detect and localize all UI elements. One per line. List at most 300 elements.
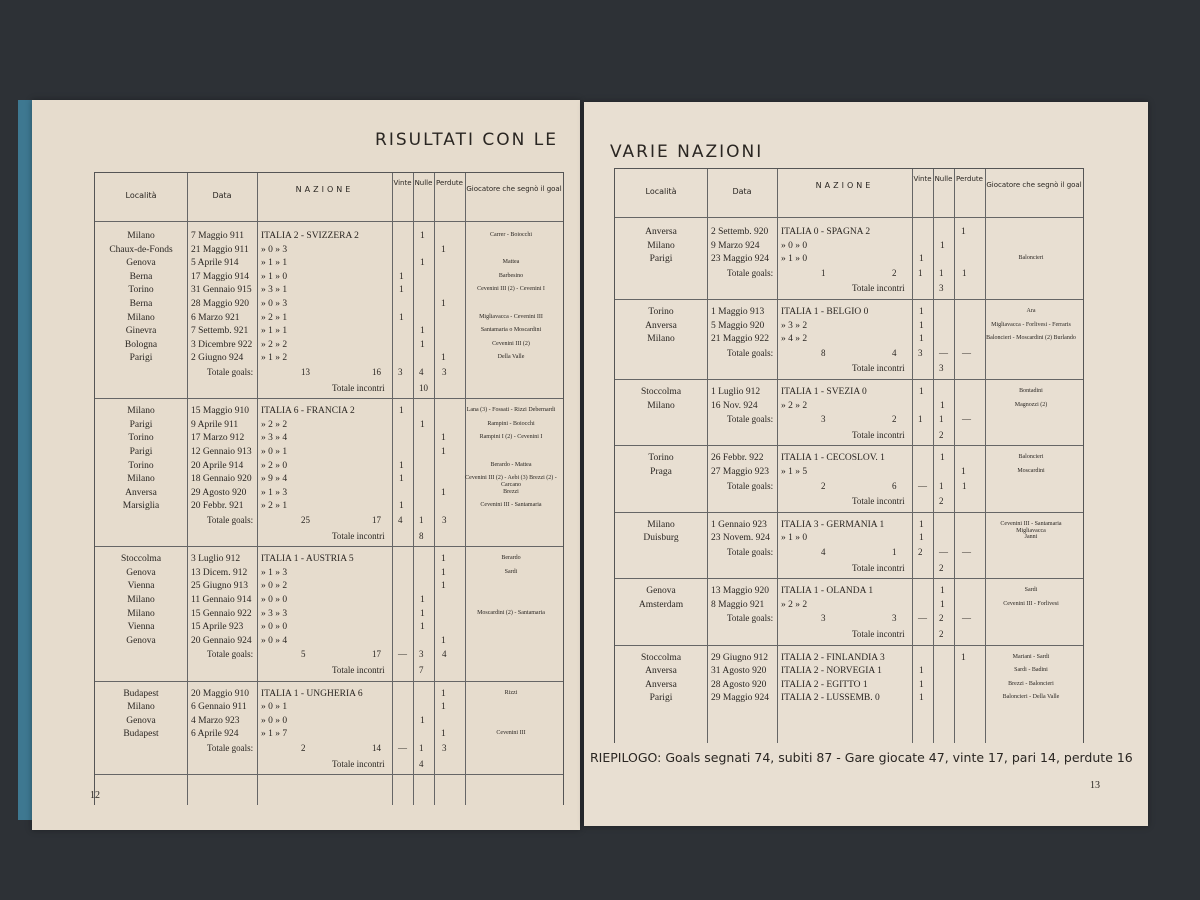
match-n: 1 bbox=[940, 240, 945, 251]
match-date: 27 Maggio 923 bbox=[711, 467, 770, 477]
block-divider bbox=[95, 774, 563, 775]
totale-vinte: — bbox=[398, 649, 407, 660]
match-v: 1 bbox=[399, 460, 404, 471]
header-divider bbox=[615, 217, 1083, 218]
match-date: 21 Maggio 911 bbox=[191, 244, 249, 255]
match-date: 12 Gennaio 913 bbox=[191, 447, 252, 457]
match-v: 1 bbox=[399, 271, 404, 282]
match-scorers: Della Valle bbox=[497, 354, 525, 361]
match-v: 1 bbox=[919, 320, 924, 331]
match-date: 20 Febbr. 921 bbox=[191, 501, 244, 512]
match-location: Genova bbox=[126, 635, 156, 646]
match-location: Parigi bbox=[129, 447, 153, 457]
match-score: » 0 » 2 bbox=[261, 581, 288, 592]
match-n: 1 bbox=[420, 419, 425, 430]
match-scorers: Baloncieri bbox=[1018, 255, 1044, 262]
match-score: » 3 » 1 bbox=[261, 285, 288, 296]
match-location: Vienna bbox=[127, 622, 155, 633]
match-scorers: Brezzi - Baloncieri bbox=[1008, 680, 1054, 687]
totale-goals-label: Totale goals: bbox=[207, 515, 254, 525]
match-v: 1 bbox=[399, 501, 404, 512]
totale-goals-against: 2 bbox=[892, 414, 897, 425]
match-n: 1 bbox=[420, 231, 425, 241]
totale-incontri-value: 8 bbox=[419, 530, 424, 541]
column-divider bbox=[912, 169, 913, 743]
match-date: 31 Agosto 920 bbox=[711, 666, 767, 677]
match-score: » 1 » 2 bbox=[261, 353, 288, 364]
match-date: 11 Gennaio 914 bbox=[191, 595, 252, 605]
totale-perdute: 1 bbox=[962, 267, 967, 278]
header-data: Data bbox=[212, 191, 232, 200]
match-p: 1 bbox=[441, 487, 446, 498]
match-location: Parigi bbox=[129, 353, 153, 364]
match-date: 9 Marzo 924 bbox=[711, 240, 760, 251]
match-date: 7 Settemb. 921 bbox=[191, 326, 249, 337]
match-score: » 2 » 1 bbox=[261, 312, 288, 323]
match-score: ITALIA 1 - SVEZIA 0 bbox=[781, 387, 867, 397]
match-location: Parigi bbox=[649, 693, 673, 704]
match-score: » 0 » 0 bbox=[781, 240, 808, 251]
match-scorers: Mariani - Sardi bbox=[1012, 653, 1050, 660]
match-p: 1 bbox=[441, 299, 446, 309]
match-location: Chaux-de-Fonds bbox=[109, 244, 173, 255]
match-location: Anversa bbox=[645, 679, 677, 690]
match-date: 5 Maggio 920 bbox=[711, 320, 765, 331]
totale-perdute: 3 bbox=[442, 367, 447, 377]
match-location: Vienna bbox=[127, 581, 155, 592]
match-date: 28 Maggio 920 bbox=[191, 299, 250, 309]
match-scorers: Migliavacca - Cevenini III bbox=[479, 313, 543, 320]
match-scorers: Moscardini bbox=[1017, 468, 1045, 474]
totale-nulle: — bbox=[939, 547, 948, 557]
totale-goals-label: Totale goals: bbox=[727, 613, 774, 624]
match-date: 29 Agosto 920 bbox=[191, 487, 247, 498]
totale-perdute: 3 bbox=[442, 515, 447, 525]
totale-goals-for: 13 bbox=[301, 367, 310, 377]
column-divider bbox=[954, 169, 955, 743]
header-divider bbox=[95, 221, 563, 222]
match-score: » 1 » 0 bbox=[781, 533, 808, 544]
match-date: 5 Aprile 914 bbox=[191, 258, 239, 269]
match-p: 1 bbox=[441, 581, 446, 592]
match-location: Milano bbox=[127, 312, 155, 323]
match-scorers: Berardo - Mattea bbox=[490, 461, 532, 468]
match-location: Milano bbox=[647, 240, 675, 251]
match-scorers: Mattea bbox=[502, 259, 520, 266]
match-v: 1 bbox=[919, 254, 924, 265]
column-divider bbox=[392, 173, 393, 805]
match-location: Bologna bbox=[124, 339, 158, 350]
match-score: » 0 » 0 bbox=[261, 595, 288, 605]
match-location: Stoccolma bbox=[640, 652, 682, 663]
totale-goals-against: 17 bbox=[372, 649, 381, 660]
match-scorers: Bontadini bbox=[1019, 388, 1043, 394]
block-divider bbox=[95, 681, 563, 682]
block-divider bbox=[615, 379, 1083, 380]
match-n: 1 bbox=[940, 586, 945, 597]
totale-goals-against: 16 bbox=[372, 367, 381, 377]
match-v: 1 bbox=[399, 406, 404, 417]
totale-goals-for: 1 bbox=[821, 267, 826, 278]
match-v: 1 bbox=[399, 285, 404, 296]
match-n: 1 bbox=[420, 622, 425, 633]
match-scorers: Rizzi bbox=[504, 689, 518, 696]
match-date: 20 Aprile 914 bbox=[191, 460, 244, 471]
match-scorers: Cevenini III bbox=[496, 730, 526, 737]
header-data: Data bbox=[732, 187, 752, 196]
match-p: 1 bbox=[441, 567, 446, 578]
match-score: » 0 » 1 bbox=[261, 447, 288, 457]
match-location: Stoccolma bbox=[120, 554, 162, 565]
totale-goals-label: Totale goals: bbox=[727, 267, 774, 278]
left-page bbox=[32, 100, 580, 830]
page-title-right: VARIE NAZIONI bbox=[610, 142, 764, 162]
match-location: Duisburg bbox=[643, 533, 679, 544]
match-p: 1 bbox=[961, 467, 966, 477]
block-divider bbox=[95, 546, 563, 547]
match-n: 1 bbox=[940, 599, 945, 610]
match-n: 1 bbox=[420, 608, 425, 619]
match-scorers: Sardi bbox=[504, 568, 518, 575]
match-v: 1 bbox=[919, 519, 924, 530]
column-divider bbox=[933, 169, 934, 743]
match-scorers: Janni bbox=[1024, 534, 1038, 541]
match-date: 2 Giugno 924 bbox=[191, 353, 244, 364]
totale-goals-against: 1 bbox=[892, 547, 897, 557]
match-date: 28 Agosto 920 bbox=[711, 679, 767, 690]
match-p: 1 bbox=[961, 227, 966, 237]
match-date: 21 Maggio 922 bbox=[711, 334, 770, 345]
match-scorers: Migliavacca - Forlivesi - Ferraris bbox=[991, 321, 1071, 328]
match-location: Budapest bbox=[123, 688, 159, 699]
match-location: Budapest bbox=[123, 729, 159, 740]
match-v: 1 bbox=[399, 474, 404, 485]
totale-goals-against: 14 bbox=[372, 743, 381, 753]
totale-vinte: 1 bbox=[918, 414, 923, 425]
match-score: » 1 » 1 bbox=[261, 326, 288, 337]
match-v: 1 bbox=[919, 387, 924, 397]
match-date: 18 Gennaio 920 bbox=[191, 474, 252, 485]
totale-goals-for: 3 bbox=[821, 414, 826, 425]
match-score: ITALIA 2 - EGITTO 1 bbox=[781, 679, 868, 690]
match-location: Milano bbox=[127, 474, 155, 485]
totale-incontri-label: Totale incontri bbox=[332, 758, 385, 769]
match-location: Genova bbox=[646, 586, 676, 597]
totale-goals-against: 3 bbox=[892, 613, 897, 624]
match-p: 1 bbox=[441, 353, 446, 364]
match-location: Anversa bbox=[645, 320, 677, 331]
totale-goals-for: 8 bbox=[821, 347, 826, 358]
match-date: 9 Aprile 911 bbox=[191, 419, 239, 430]
match-date: 6 Gennaio 911 bbox=[191, 702, 247, 713]
match-scorers: Cevenini III - Forlivesi bbox=[1003, 600, 1059, 607]
totale-incontri-value: 2 bbox=[939, 429, 944, 440]
match-date: 23 Maggio 924 bbox=[711, 254, 770, 265]
header-nulle: Nulle bbox=[414, 179, 433, 187]
match-score: » 1 » 3 bbox=[261, 567, 288, 578]
totale-nulle: 1 bbox=[419, 515, 424, 525]
match-v: 1 bbox=[919, 307, 924, 317]
totale-nulle: 3 bbox=[419, 649, 424, 660]
match-location: Parigi bbox=[129, 419, 153, 430]
match-location: Stoccolma bbox=[640, 387, 682, 397]
match-scorers: Magnozzi (2) bbox=[1014, 401, 1048, 408]
totale-incontri-label: Totale incontri bbox=[332, 665, 385, 675]
match-scorers: Rampini I (2) - Cevenini I bbox=[479, 434, 543, 441]
match-score: » 0 » 3 bbox=[261, 244, 288, 255]
header-giocatore: Giocatore che segnò il goal bbox=[466, 185, 562, 193]
block-divider bbox=[615, 578, 1083, 579]
header-nulle: Nulle bbox=[934, 175, 953, 183]
totale-goals-against: 17 bbox=[372, 515, 381, 525]
match-scorers: Ara bbox=[1026, 308, 1036, 314]
match-n: 1 bbox=[940, 400, 945, 411]
match-score: » 2 » 1 bbox=[261, 501, 288, 512]
header-nazione: NAZIONE bbox=[815, 181, 874, 190]
match-v: 1 bbox=[919, 693, 924, 704]
totale-goals-for: 4 bbox=[821, 547, 826, 557]
match-date: 1 Luglio 912 bbox=[711, 387, 761, 397]
totale-incontri-label: Totale incontri bbox=[852, 363, 905, 374]
match-v: 1 bbox=[919, 334, 924, 345]
totale-incontri-label: Totale incontri bbox=[332, 382, 385, 393]
match-p: 1 bbox=[441, 729, 446, 740]
totale-incontri-value: 4 bbox=[419, 758, 424, 769]
match-score: ITALIA 1 - BELGIO 0 bbox=[781, 307, 869, 317]
match-scorers: Cevenini III - Santamaria Migliavacca bbox=[1000, 520, 1062, 534]
match-date: 8 Maggio 921 bbox=[711, 599, 765, 610]
totale-vinte: 3 bbox=[918, 347, 923, 358]
totale-nulle: 2 bbox=[939, 613, 944, 624]
match-location: Ginevra bbox=[125, 326, 157, 337]
match-date: 3 Dicembre 922 bbox=[191, 339, 253, 350]
match-score: ITALIA 1 - OLANDA 1 bbox=[781, 586, 874, 597]
match-scorers: Cevenini III (2) - Cevenini I bbox=[477, 286, 545, 293]
match-score: » 2 » 2 bbox=[261, 339, 288, 350]
match-scorers: Moscardini (2) - Santamaria bbox=[477, 609, 545, 616]
match-score: » 1 » 7 bbox=[261, 729, 288, 740]
match-scorers: Berardo bbox=[501, 555, 521, 562]
match-p: 1 bbox=[961, 652, 966, 663]
totale-vinte: — bbox=[398, 743, 407, 753]
totale-perdute: — bbox=[962, 547, 971, 557]
match-date: 6 Marzo 921 bbox=[191, 312, 240, 323]
totale-incontri-label: Totale incontri bbox=[852, 283, 905, 294]
match-score: ITALIA 2 - LUSSEMB. 0 bbox=[781, 693, 880, 704]
header-perdute: Perdute bbox=[436, 179, 463, 187]
match-score: » 1 » 3 bbox=[261, 487, 288, 498]
page-number-right: 13 bbox=[1090, 780, 1100, 791]
match-date: 23 Novem. 924 bbox=[711, 533, 770, 544]
block-divider bbox=[615, 645, 1083, 646]
match-date: 7 Maggio 911 bbox=[191, 231, 244, 241]
match-date: 29 Maggio 924 bbox=[711, 693, 770, 704]
match-date: 17 Marzo 912 bbox=[191, 433, 245, 444]
totale-goals-label: Totale goals: bbox=[727, 480, 774, 491]
block-divider bbox=[615, 445, 1083, 446]
match-score: » 3 » 3 bbox=[261, 608, 288, 619]
totale-goals-against: 2 bbox=[892, 267, 897, 278]
match-date: 16 Nov. 924 bbox=[711, 400, 758, 411]
totale-incontri-label: Totale incontri bbox=[852, 629, 905, 639]
page-number-left: 12 bbox=[90, 790, 100, 801]
match-score: » 1 » 0 bbox=[781, 254, 808, 265]
header-perdute: Perdute bbox=[956, 175, 983, 183]
match-score: ITALIA 3 - GERMANIA 1 bbox=[781, 519, 885, 530]
match-scorers: Baloncieri - Moscardini (2) Burlando bbox=[986, 335, 1076, 342]
match-p: 1 bbox=[441, 635, 446, 646]
totale-goals-label: Totale goals: bbox=[727, 547, 774, 557]
totale-goals-for: 25 bbox=[301, 515, 310, 525]
match-scorers: Sardi - Badini bbox=[1014, 667, 1048, 674]
match-score: » 3 » 4 bbox=[261, 433, 288, 444]
match-score: » 2 » 0 bbox=[261, 460, 288, 471]
totale-incontri-value: 2 bbox=[939, 629, 944, 639]
match-n: 1 bbox=[940, 453, 945, 464]
match-p: 1 bbox=[441, 554, 446, 565]
totale-incontri-value: 3 bbox=[939, 283, 944, 294]
match-location: Anversa bbox=[125, 487, 157, 498]
match-location: Torino bbox=[648, 453, 674, 464]
match-scorers: Carrer - Boiocchi bbox=[490, 232, 532, 238]
match-location: Milano bbox=[647, 400, 675, 411]
match-scorers: Cevenini III (2) - Aebi (3) Brezzi (2) - Carcano bbox=[465, 475, 557, 489]
totale-nulle: 1 bbox=[419, 743, 424, 753]
match-v: 1 bbox=[919, 666, 924, 677]
match-date: 6 Aprile 924 bbox=[191, 729, 239, 740]
match-date: 29 Giugno 912 bbox=[711, 652, 768, 663]
match-score: » 0 » 3 bbox=[261, 299, 288, 309]
match-score: » 9 » 4 bbox=[261, 474, 288, 485]
totale-goals-for: 2 bbox=[821, 480, 826, 491]
match-n: 1 bbox=[420, 595, 425, 605]
match-location: Genova bbox=[126, 567, 156, 578]
match-score: ITALIA 0 - SPAGNA 2 bbox=[781, 227, 871, 237]
match-date: 13 Maggio 920 bbox=[711, 586, 770, 597]
block-divider bbox=[615, 299, 1083, 300]
totale-perdute: — bbox=[962, 414, 971, 425]
totale-incontri-label: Totale incontri bbox=[852, 562, 905, 573]
match-date: 15 Gennaio 922 bbox=[191, 608, 252, 619]
right-page bbox=[584, 102, 1148, 826]
match-score: » 0 » 0 bbox=[261, 715, 288, 726]
match-score: » 1 » 1 bbox=[261, 258, 288, 269]
match-location: Parigi bbox=[649, 254, 673, 265]
column-divider bbox=[413, 173, 414, 805]
column-divider bbox=[707, 169, 708, 743]
totale-goals-for: 3 bbox=[821, 613, 826, 624]
header-localita: Località bbox=[125, 191, 157, 200]
match-score: » 0 » 1 bbox=[261, 702, 288, 713]
match-location: Genova bbox=[126, 715, 156, 726]
match-v: 1 bbox=[919, 533, 924, 544]
totale-goals-against: 6 bbox=[892, 480, 897, 491]
match-location: Torino bbox=[128, 285, 154, 296]
match-location: Berna bbox=[129, 299, 153, 309]
match-location: Torino bbox=[128, 433, 154, 444]
match-location: Anversa bbox=[645, 666, 677, 677]
match-scorers: Rampini - Boiocchi bbox=[487, 420, 535, 427]
match-location: Milano bbox=[127, 608, 155, 619]
match-score: » 0 » 0 bbox=[261, 622, 288, 633]
match-scorers: Lana (3) - Fossati - Rizzi Debernardi bbox=[466, 407, 556, 414]
results-table-left bbox=[94, 172, 564, 805]
block-divider bbox=[95, 398, 563, 399]
match-v: 1 bbox=[919, 679, 924, 690]
match-location: Milano bbox=[127, 406, 155, 417]
block-divider bbox=[615, 512, 1083, 513]
header-vinte: Vinte bbox=[913, 175, 932, 183]
totale-goals-label: Totale goals: bbox=[727, 414, 774, 425]
totale-goals-for: 5 bbox=[301, 649, 306, 660]
match-score: ITALIA 1 - CECOSLOV. 1 bbox=[781, 453, 885, 464]
match-scorers: Sardi bbox=[1024, 587, 1038, 594]
match-score: » 3 » 2 bbox=[781, 320, 808, 331]
match-score: » 2 » 2 bbox=[781, 400, 808, 411]
summary-line: RIEPILOGO: Goals segnati 74, subiti 87 - Gare giocate 47, vinte 17, pari 14, perdute 16 bbox=[590, 750, 1133, 765]
match-date: 1 Maggio 913 bbox=[711, 307, 765, 317]
match-score: ITALIA 2 - SVIZZERA 2 bbox=[261, 231, 359, 241]
totale-incontri-value: 7 bbox=[419, 665, 424, 675]
match-n: 1 bbox=[420, 326, 425, 337]
page-title-left: RISULTATI CON LE bbox=[375, 130, 558, 150]
totale-nulle: 1 bbox=[939, 480, 944, 491]
match-date: 20 Gennaio 924 bbox=[191, 635, 252, 646]
match-location: Anversa bbox=[645, 227, 677, 237]
totale-incontri-label: Totale incontri bbox=[852, 429, 905, 440]
totale-nulle: 1 bbox=[939, 267, 944, 278]
match-date: 3 Luglio 912 bbox=[191, 554, 241, 565]
match-score: ITALIA 1 - AUSTRIA 5 bbox=[261, 554, 354, 565]
totale-goals-label: Totale goals: bbox=[207, 743, 254, 753]
match-location: Milano bbox=[127, 231, 155, 241]
totale-incontri-value: 10 bbox=[419, 382, 428, 393]
match-location: Praga bbox=[650, 467, 672, 477]
match-n: 1 bbox=[420, 339, 425, 350]
match-location: Genova bbox=[126, 258, 156, 269]
match-date: 13 Dicem. 912 bbox=[191, 567, 248, 578]
column-divider bbox=[257, 173, 258, 805]
match-score: » 2 » 2 bbox=[261, 419, 288, 430]
match-score: » 2 » 2 bbox=[781, 599, 808, 610]
match-score: ITALIA 2 - FINLANDIA 3 bbox=[781, 652, 885, 663]
match-score: » 1 » 0 bbox=[261, 271, 288, 282]
match-score: ITALIA 2 - NORVEGIA 1 bbox=[781, 666, 882, 677]
match-date: 31 Gennaio 915 bbox=[191, 285, 252, 296]
match-scorers: Baloncieri bbox=[1018, 454, 1044, 461]
match-score: » 4 » 2 bbox=[781, 334, 808, 345]
match-date: 4 Marzo 923 bbox=[191, 715, 240, 726]
totale-nulle: 1 bbox=[939, 414, 944, 425]
totale-incontri-label: Totale incontri bbox=[332, 530, 385, 541]
totale-vinte: 4 bbox=[398, 515, 403, 525]
match-location: Berna bbox=[129, 271, 153, 282]
match-n: 1 bbox=[420, 715, 425, 726]
totale-perdute: 1 bbox=[962, 480, 967, 491]
header-vinte: Vinte bbox=[393, 179, 412, 187]
match-date: 26 Febbr. 922 bbox=[711, 453, 764, 464]
match-scorers: Cevenini III - Santamaria bbox=[480, 502, 542, 509]
column-divider bbox=[434, 173, 435, 805]
totale-perdute: 4 bbox=[442, 649, 447, 660]
totale-goals-label: Totale goals: bbox=[727, 347, 774, 358]
totale-goals-against: 4 bbox=[892, 347, 897, 358]
match-location: Milano bbox=[127, 702, 155, 713]
match-date: 20 Maggio 910 bbox=[191, 688, 250, 699]
match-location: Milano bbox=[127, 595, 155, 605]
match-location: Torino bbox=[128, 460, 154, 471]
match-location: Torino bbox=[648, 307, 674, 317]
